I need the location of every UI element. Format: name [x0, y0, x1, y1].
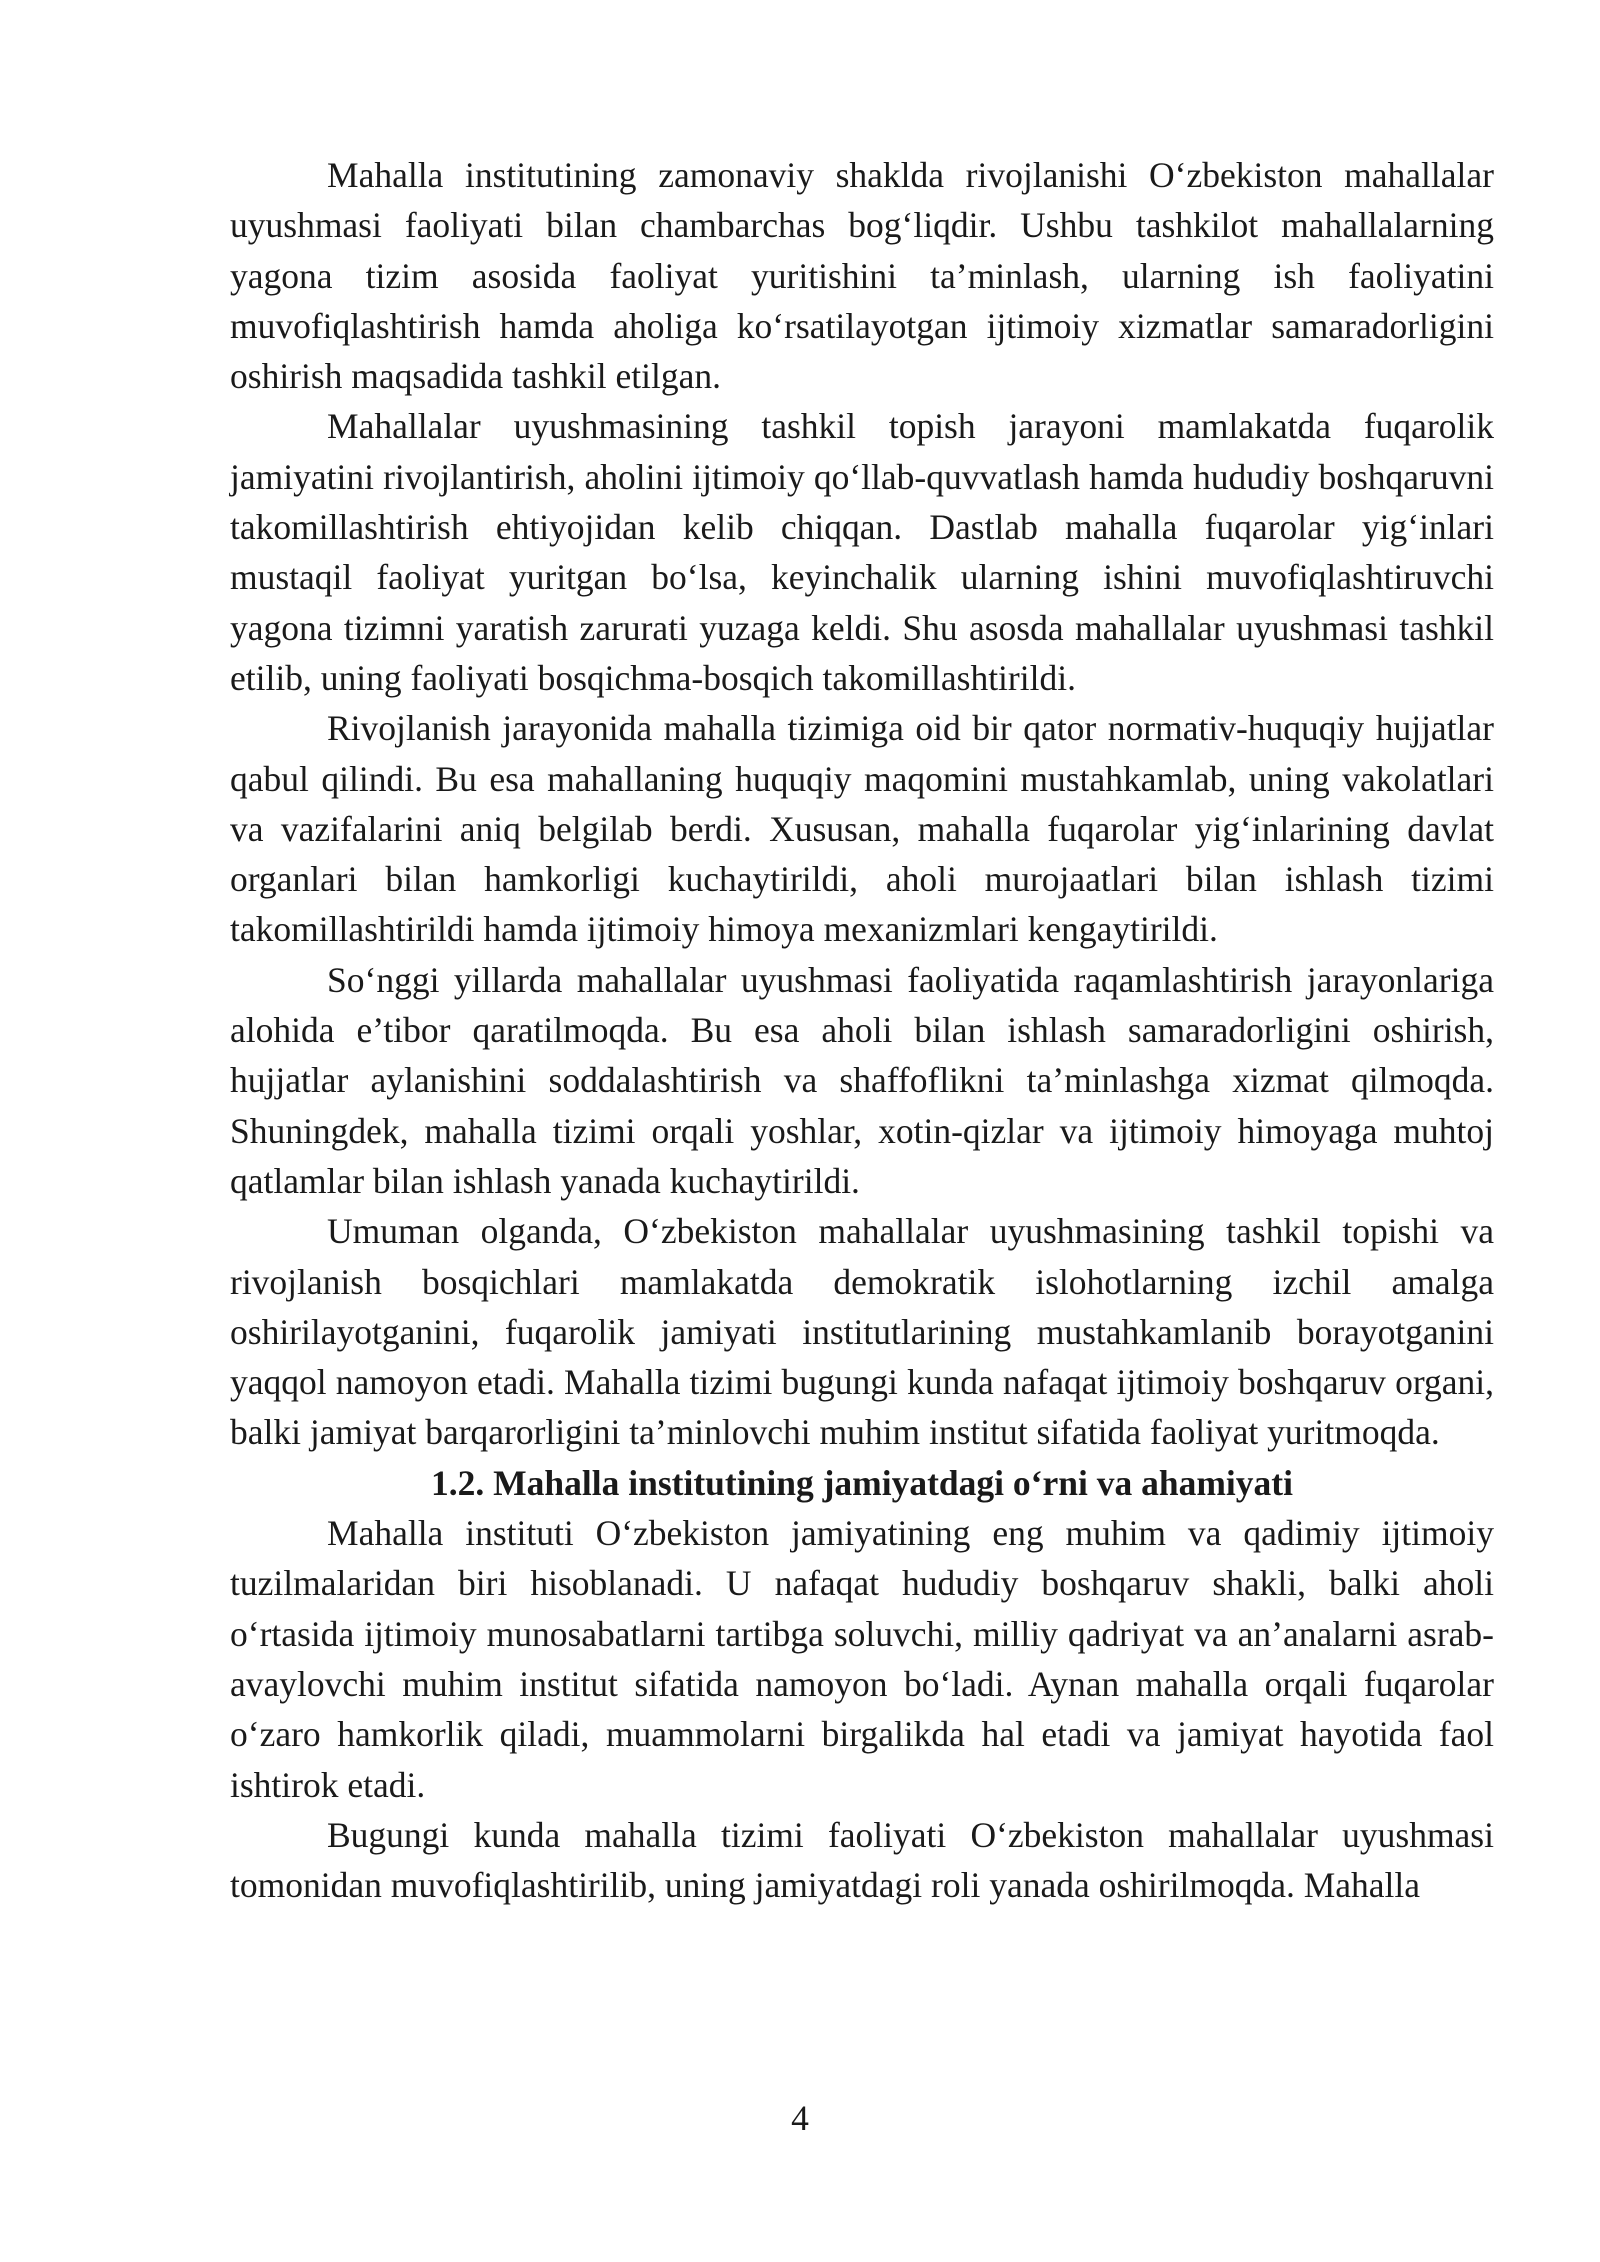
body-paragraph-3: Rivojlanish jarayonida mahalla tizimiga oid bir qator normativ-huquqiy hujjatlar qabul qilindi. Bu esa mahallaning huquqiy maqomini mustahkamlab, uning vakolatlari va vazifalarini aniq belgilab berdi. Xususan, mahalla fuqarolar yig‘inlarining davlat organlari bilan hamkorligi kuchaytirildi, aholi murojaatlari bilan ishlash tizimi takomillashtirildi hamda ijtimoiy himoya mexanizmlari kengaytirildi.	[230, 708, 1494, 950]
body-paragraph-7: Bugungi kunda mahalla tizimi faoliyati O‘zbekiston mahallalar uyushmasi tomonidan muvofiqlashtirilib, uning jamiyatdagi roli yanada oshirilmoqda. Mahalla	[230, 1814, 1494, 1906]
body-paragraph-6: Mahalla instituti O‘zbekiston jamiyatining eng muhim va qadimiy ijtimoiy tuzilmalaridan biri hisoblanadi. U nafaqat hududiy boshqaruv shakli, balki aholi o‘rtasida ijtimoiy munosabatlarni tartibga soluvchi, milliy qadriyat va an’analarni asrab-avaylovchi muhim institut sifatida namoyon bo‘ladi. Aynan mahalla orqali fuqarolar o‘zaro hamkorlik qiladi, muammolarni birgalikda hal etadi va jamiyat hayotida faol ishtirok etadi.	[230, 1513, 1494, 1805]
document-page	[230, 150, 1494, 1910]
page-number: 4	[791, 2098, 809, 2138]
body-paragraph-5: Umuman olganda, O‘zbekiston mahallalar uyushmasining tashkil topishi va rivojlanish bosqichlari mamlakatda demokratik islohotlarning izchil amalga oshirilayotganini, fuqarolik jamiyati institutlarining mustahkamlanib borayotganini yaqqol namoyon etadi. Mahalla tizimi bugungi kunda nafaqat ijtimoiy boshqaruv organi, balki jamiyat barqarorligini ta’minlovchi muhim institut sifatida faoliyat yuritmoqda.	[230, 1211, 1494, 1453]
section-heading: 1.2. Mahalla institutining jamiyatdagi o‘rni va ahamiyati	[431, 1462, 1293, 1503]
body-paragraph-2: Mahallalar uyushmasining tashkil topish jarayoni mamlakatda fuqarolik jamiyatini rivojlantirish, aholini ijtimoiy qo‘llab-quvvatlash hamda hududiy boshqaruvni takomillashtirish ehtiyojidan kelib chiqqan. Dastlab mahalla fuqarolar yig‘inlari mustaqil faoliyat yuritgan bo‘lsa, keyinchalik ularning ishini muvofiqlashtiruvchi yagona tizimni yaratish zarurati yuzaga keldi. Shu asosda mahallalar uyushmasi tashkil etilib, uning faoliyati bosqichma-bosqich takomillashtirildi.	[230, 406, 1494, 698]
body-paragraph-4: So‘nggi yillarda mahallalar uyushmasi faoliyatida raqamlashtirish jarayonlariga alohida e’tibor qaratilmoqda. Bu esa aholi bilan ishlash samaradorligini oshirish, hujjatlar aylanishini soddalashtirish va shaffoflikni ta’minlashga xizmat qilmoqda. Shuningdek, mahalla tizimi orqali yoshlar, xotin-qizlar va ijtimoiy himoyaga muhtoj qatlamlar bilan ishlash yanada kuchaytirildi.	[230, 959, 1494, 1201]
body-paragraph-1: Mahalla institutining zamonaviy shaklda rivojlanishi O‘zbekiston mahallalar uyushmasi faoliyati bilan chambarchas bog‘liqdir. Ushbu tashkilot mahallalarning yagona tizim asosida faoliyat yuritishini ta’minlash, ularning ish faoliyatini muvofiqlashtirish hamda aholiga ko‘rsatilayotgan ijtimoiy xizmatlar samaradorligini oshirish maqsadida tashkil etilgan.	[230, 155, 1494, 397]
